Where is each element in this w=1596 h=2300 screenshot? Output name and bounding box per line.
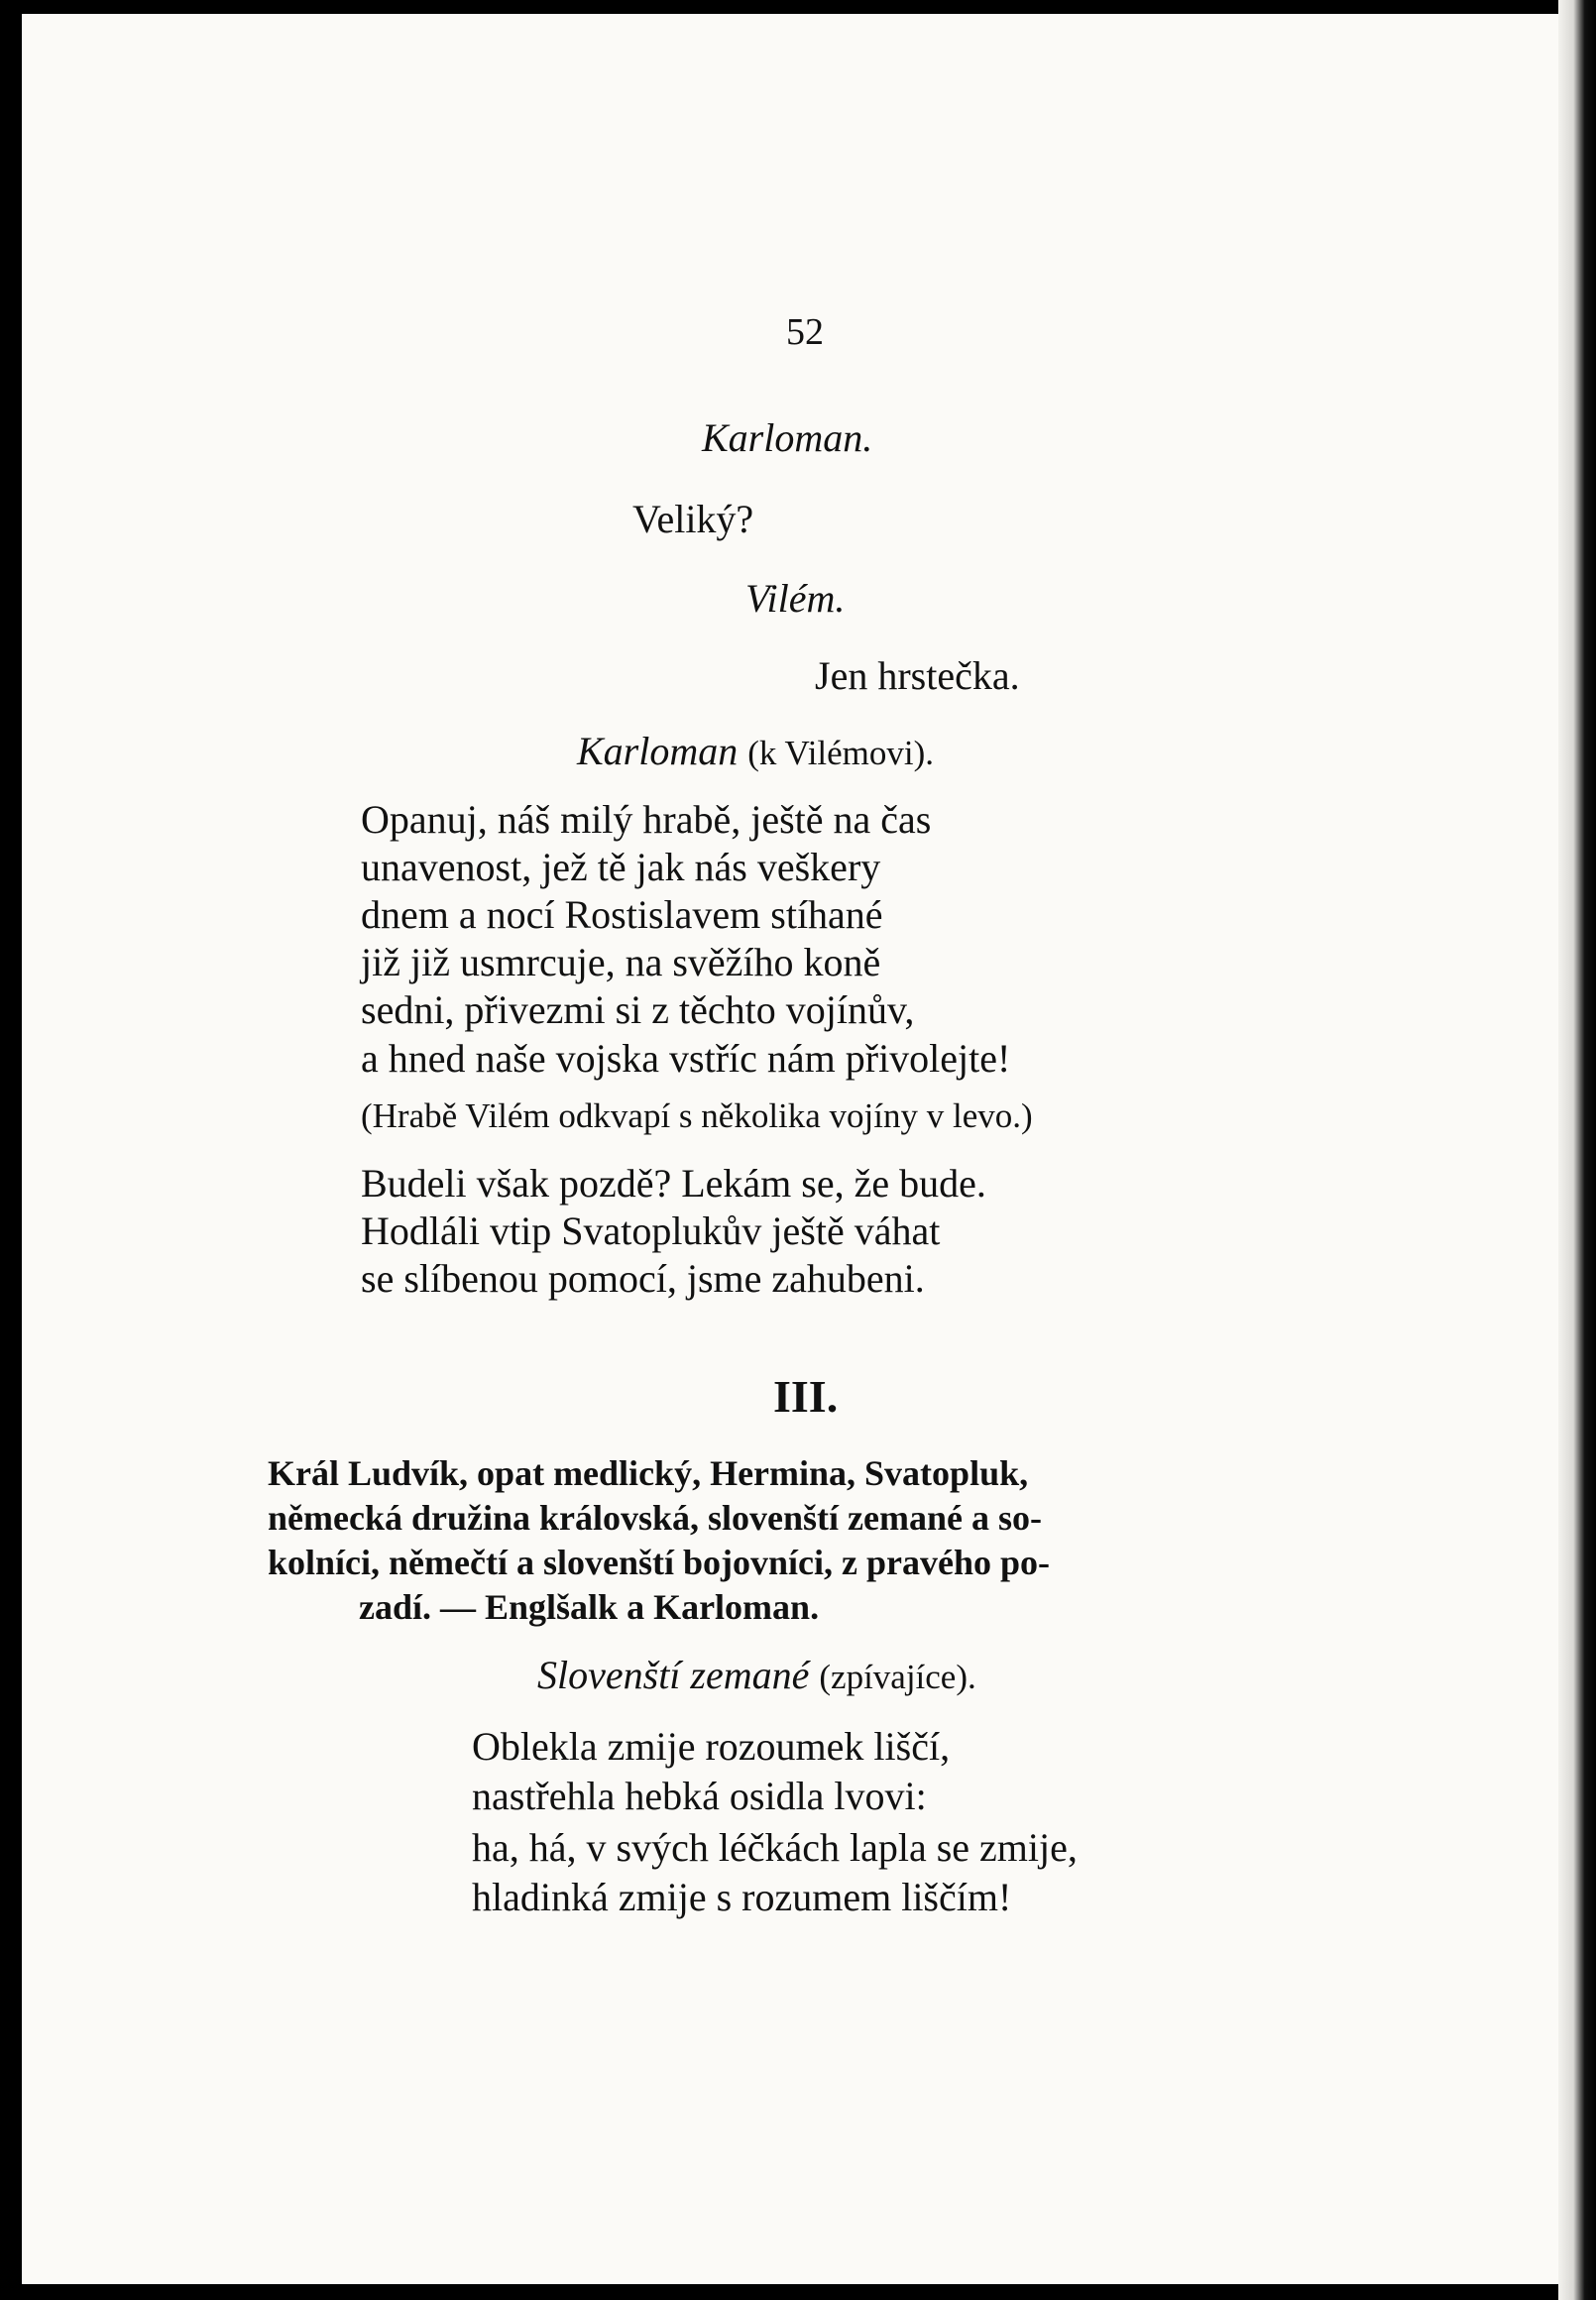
verse-line: Opanuj, náš milý hrabě, ještě na čas: [361, 797, 932, 842]
verse-line: Budeli však pozdě? Lekám se, že bude.: [361, 1161, 986, 1206]
scene-heading: III.: [773, 1371, 839, 1422]
song-line: Oblekla zmije rozoumek liščí,: [472, 1724, 951, 1769]
line-veliky: Veliký?: [632, 497, 754, 541]
cast-line: německá družina královská, slovenští zemané a so-: [268, 1498, 1042, 1538]
book-page: [22, 14, 1558, 2284]
cast-line: Král Ludvík, opat medlický, Hermina, Svatopluk,: [268, 1453, 1029, 1493]
verse-line: sedni, přivezmi si z těchto vojínův,: [361, 987, 915, 1032]
verse-line: již již usmrcuje, na svěžího koně: [361, 940, 881, 984]
cast-line: kolníci, němečtí a slovenští bojovníci, z pravého po-: [268, 1543, 1050, 1582]
verse-line: dnem a nocí Rostislavem stíhané: [361, 892, 883, 937]
speaker-slovensti-zemane: [537, 1653, 976, 1697]
page-number: 52: [786, 311, 824, 353]
verse-line: Hodláli vtip Svatoplukův ještě váhat: [361, 1208, 941, 1253]
speaker-karloman: Karloman.: [702, 415, 873, 460]
page-edge-shadow: [1558, 0, 1596, 2300]
verse-line: a hned naše vojska vstříc nám přivolejte!: [361, 1036, 1011, 1081]
song-line: ha, há, v svých léčkách lapla se zmije,: [472, 1825, 1078, 1870]
song-line: nastřehla hebká osidla lvovi:: [472, 1774, 927, 1818]
speaker-vilem: Vilém.: [745, 576, 846, 621]
speaker-karloman-2: [577, 729, 935, 773]
line-jen-hrstecka: Jen hrstečka.: [815, 653, 1020, 698]
speaker-note: (k Vilémovi).: [747, 734, 935, 772]
verse-line: unavenost, jež tě jak nás veškery: [361, 845, 881, 889]
speaker-note: (zpívajíce).: [819, 1658, 976, 1696]
stage-direction: (Hrabě Vilém odkvapí s několika vojíny v levo.): [361, 1096, 1033, 1135]
cast-line: zadí. — Englšalk a Karloman.: [359, 1587, 820, 1627]
song-line: hladinká zmije s rozumem liščím!: [472, 1875, 1012, 1919]
speaker-name: Slovenští zemané: [537, 1653, 810, 1697]
speaker-name: Karloman: [577, 729, 739, 773]
verse-line: se slíbenou pomocí, jsme zahubeni.: [361, 1256, 925, 1301]
